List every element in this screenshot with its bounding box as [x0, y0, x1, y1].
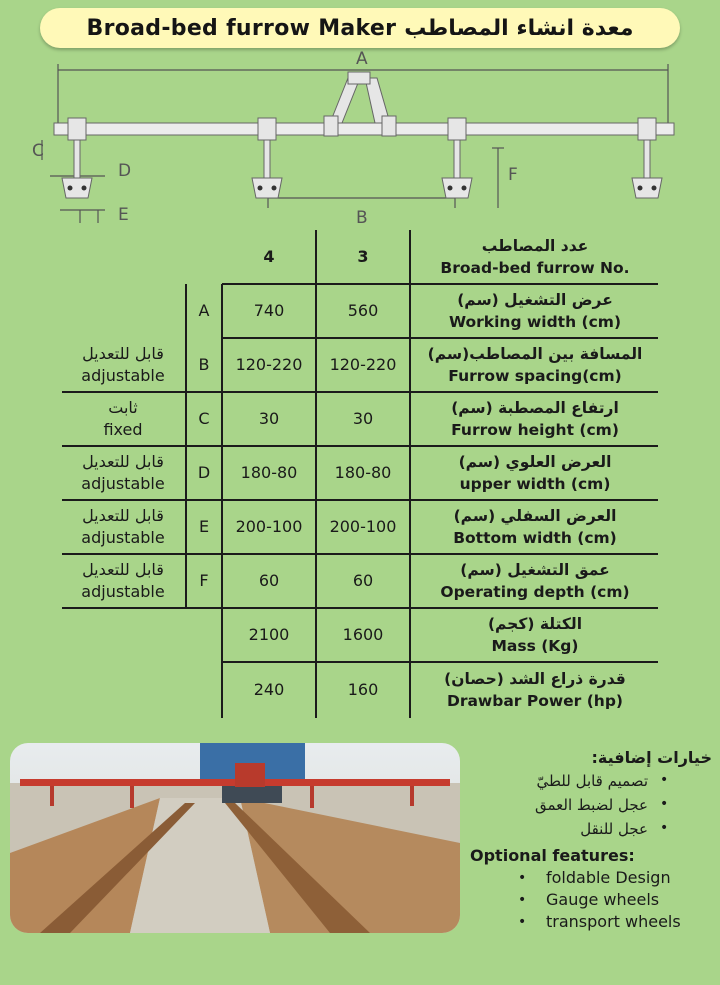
row-power-value-3: 160 — [347, 680, 379, 699]
features-heading-ar: خيارات إضافية: — [591, 748, 712, 767]
dimension-label-b: B — [356, 208, 368, 228]
row-c-note — [60, 392, 186, 446]
row-mass-label-ar: الكتلة (كجم) — [487, 615, 583, 633]
row-f-value-3: 60 — [352, 571, 374, 590]
row-f-label-en: Operating depth (cm) — [440, 583, 630, 601]
row-b-label-ar: المسافة بين المصاطب(سم) — [427, 345, 643, 363]
field-photo — [10, 743, 460, 933]
row-d-label-en: upper width (cm) — [459, 475, 611, 493]
row-code-e: E — [198, 517, 210, 536]
row-b-note-en: adjustable — [81, 366, 165, 385]
row-e-label-en: Bottom width (cm) — [453, 529, 617, 547]
row-mass-label — [410, 608, 660, 662]
row-code-a: A — [198, 301, 210, 320]
row-f-label-ar: عمق التشغيل (سم) — [460, 561, 610, 579]
page-title: Broad-bed furrow Maker معدة انشاء المصاطب — [86, 15, 634, 41]
table-rule — [185, 284, 187, 608]
row-d-value-3: 180-80 — [334, 463, 392, 482]
dimension-label-a: A — [356, 49, 368, 69]
header-label-ar: عدد المصاطب — [481, 237, 589, 255]
row-b-label — [410, 338, 660, 392]
row-e-note-ar: قابل للتعديل — [82, 506, 164, 525]
row-mass-label-en: Mass (Kg) — [491, 637, 579, 655]
row-a-label-en: Working width (cm) — [448, 313, 622, 331]
row-power-label-en: Drawbar Power (hp) — [446, 692, 624, 710]
row-d-value-4: 180-80 — [240, 463, 298, 482]
row-code-c: C — [198, 409, 210, 428]
table-rule — [222, 337, 658, 339]
row-code-f: F — [199, 571, 209, 590]
row-power-label — [410, 662, 660, 718]
row-c-note-ar: ثابت — [108, 398, 138, 417]
optional-features — [460, 740, 720, 940]
dimension-label-f: F — [508, 165, 518, 185]
row-d-label-ar: العرض العلوي (سم) — [458, 453, 612, 471]
row-f-label — [410, 554, 660, 608]
row-f-note-en: adjustable — [81, 582, 165, 601]
row-a-value-4: 740 — [253, 301, 285, 320]
column-header-4: 4 — [263, 247, 275, 266]
row-d-label — [410, 446, 660, 500]
row-power-label-ar: قدرة ذراع الشد (حصان) — [444, 670, 626, 688]
row-d-note — [60, 446, 186, 500]
feature-ar-2: عجل لضبط العمق — [534, 796, 648, 814]
feature-en-3: transport wheels — [546, 912, 681, 931]
table-rule — [62, 553, 658, 555]
table-rule — [62, 391, 658, 393]
column-header-3: 3 — [357, 247, 369, 266]
row-mass-value-4: 2100 — [248, 625, 290, 644]
row-f-note — [60, 554, 186, 608]
row-c-label-en: Furrow height (cm) — [451, 421, 619, 439]
row-c-label — [410, 392, 660, 446]
row-b-note-ar: قابل للتعديل — [82, 344, 164, 363]
bullet-icon: • — [660, 796, 669, 812]
bullet-icon: • — [518, 914, 527, 930]
feature-ar-3: عجل للنقل — [580, 820, 648, 838]
table-rule — [315, 230, 317, 718]
implement-diagram — [30, 48, 690, 228]
features-heading-en: Optional features: — [470, 846, 635, 865]
dimension-label-e: E — [118, 205, 129, 225]
table-rule — [62, 607, 658, 609]
row-e-value-4: 200-100 — [235, 517, 303, 536]
row-power-value-4: 240 — [253, 680, 285, 699]
header-label — [410, 230, 660, 284]
dimension-label-d: D — [118, 161, 132, 181]
row-a-label-ar: عرض التشغيل (سم) — [457, 291, 613, 309]
row-code-b: B — [198, 355, 210, 374]
dimension-label-c: C — [32, 141, 44, 161]
row-a-label — [410, 284, 660, 338]
row-e-label — [410, 500, 660, 554]
row-e-value-3: 200-100 — [329, 517, 397, 536]
row-e-label-ar: العرض السفلي (سم) — [453, 507, 617, 525]
row-c-note-en: fixed — [103, 420, 143, 439]
header-label-en: Broad-bed furrow No. — [440, 259, 630, 277]
table-rule — [221, 284, 223, 718]
row-a-value-3: 560 — [347, 301, 379, 320]
row-code-d: D — [197, 463, 211, 482]
row-b-value-3: 120-220 — [329, 355, 397, 374]
title-banner — [40, 8, 680, 48]
row-f-note-ar: قابل للتعديل — [82, 560, 164, 579]
bullet-icon: • — [660, 820, 669, 836]
table-rule — [62, 499, 658, 501]
row-b-note — [60, 338, 186, 392]
row-e-note — [60, 500, 186, 554]
row-c-value-4: 30 — [258, 409, 280, 428]
row-b-value-4: 120-220 — [235, 355, 303, 374]
table-rule — [409, 230, 411, 718]
feature-en-1: foldable Design — [546, 868, 671, 887]
feature-ar-1: تصميم قابل للطيّ — [536, 772, 648, 790]
row-f-value-4: 60 — [258, 571, 280, 590]
table-rule — [62, 445, 658, 447]
bullet-icon: • — [518, 892, 527, 908]
row-d-note-ar: قابل للتعديل — [82, 452, 164, 471]
specifications-table — [0, 230, 720, 720]
table-rule — [222, 283, 658, 285]
row-e-note-en: adjustable — [81, 528, 165, 547]
bullet-icon: • — [518, 870, 527, 886]
row-d-note-en: adjustable — [81, 474, 165, 493]
feature-en-2: Gauge wheels — [546, 890, 660, 909]
row-b-label-en: Furrow spacing(cm) — [448, 367, 622, 385]
row-mass-value-3: 1600 — [342, 625, 384, 644]
row-c-value-3: 30 — [352, 409, 374, 428]
table-rule — [222, 661, 658, 663]
bullet-icon: • — [660, 772, 669, 788]
row-c-label-ar: ارتفاع المصطبة (سم) — [451, 399, 619, 417]
